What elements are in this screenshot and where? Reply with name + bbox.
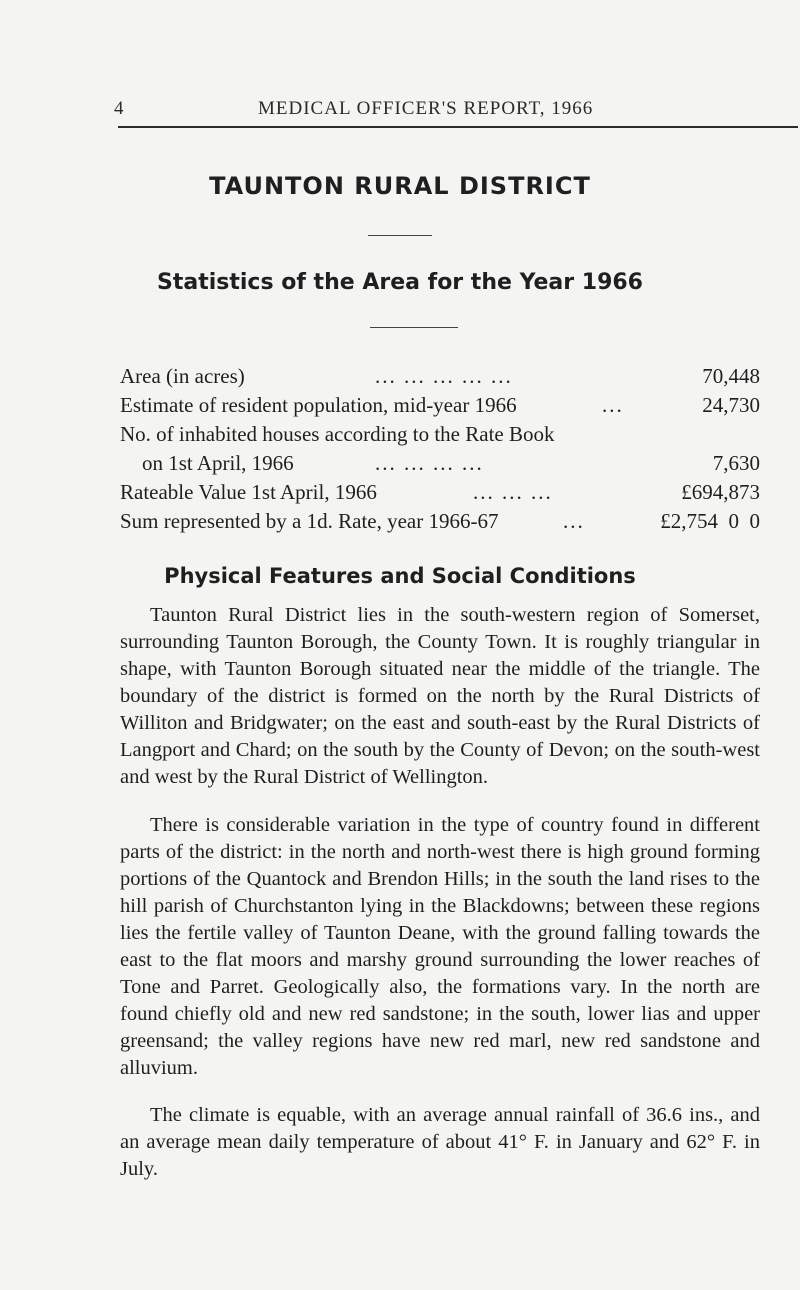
stat-label: Rateable Value 1st April, 1966 xyxy=(120,480,377,504)
stat-row-penny-rate xyxy=(120,507,760,536)
stat-row-population xyxy=(120,391,760,420)
stat-value: £694,873 xyxy=(681,480,760,504)
stat-row-houses xyxy=(120,420,760,478)
leader-dots: ... xyxy=(602,393,624,417)
leader-dots: ... xyxy=(563,509,585,533)
section-heading: Physical Features and Social Conditions xyxy=(164,564,636,588)
stat-label: No. of inhabited houses according to the Rate Book xyxy=(120,422,555,446)
stat-value: 70,448 xyxy=(702,364,760,388)
document-title: TAUNTON RURAL DISTRICT xyxy=(209,172,591,200)
stat-row-rateable-value xyxy=(120,478,760,507)
paragraph-location: Taunton Rural District lies in the south-western region of Somerset, surrounding Taunton Borough, the County Town. It is roughly triangular in shape, with Taunton Borough situated near the middle of the triangle. The boundary of the district is formed on the north by the Rural Districts of Williton and Bridgwater; on the east and south-east by the Rural Districts of Langport and Chard; on the south by the County of Devon; on the south-west and west by the Rural District of Wellington. xyxy=(120,604,760,788)
stat-label-continued: on 1st April, 1966 xyxy=(142,451,294,475)
statistics-table xyxy=(120,362,760,536)
subtitle-divider xyxy=(370,327,458,328)
stat-label: Sum represented by a 1d. Rate, year 1966-67 xyxy=(120,509,499,533)
stat-row-area xyxy=(120,362,760,391)
stat-label: Estimate of resident population, mid-year 1966 xyxy=(120,393,517,417)
leader-dots: ... ... ... ... ... xyxy=(375,364,513,388)
title-divider xyxy=(368,235,432,236)
header-rule xyxy=(118,126,798,128)
paragraph-geography: There is considerable variation in the type of country found in different parts of the district: in the north and north-west there is high ground forming portions of the Quantock and Brendon Hills; in the south the land rises to the hill parish of Churchstanton lying in the Blackdowns; between these regions lies the fertile valley of Taunton Deane, with the ground falling towards the east to the flat moors and marshy ground surrounding the lower reaches of Tone and Parret. Geologically also, the formations vary. In the north are found chiefly old and new red sandstone; in the south, lower lias and upper greensand; the valley regions have new red marl, new red sandstone and alluvium. xyxy=(120,814,760,1079)
statistics-heading: Statistics of the Area for the Year 1966 xyxy=(157,270,643,295)
stat-value: 7,630 xyxy=(712,451,760,475)
paragraph-climate: The climate is equable, with an average annual rainfall of 36.6 ins., and an average mean daily temperature of about 41° F. in January and 62° F. in July. xyxy=(120,1104,760,1180)
stat-label: Area (in acres) xyxy=(120,364,245,388)
running-title: MEDICAL OFFICER'S REPORT, 1966 xyxy=(258,98,594,119)
leader-dots: ... ... ... xyxy=(473,480,553,504)
stat-value: £2,754 0 0 xyxy=(660,509,760,533)
leader-dots: ... ... ... ... xyxy=(375,451,484,475)
stat-value: 24,730 xyxy=(702,393,760,417)
page-number: 4 xyxy=(114,98,125,119)
